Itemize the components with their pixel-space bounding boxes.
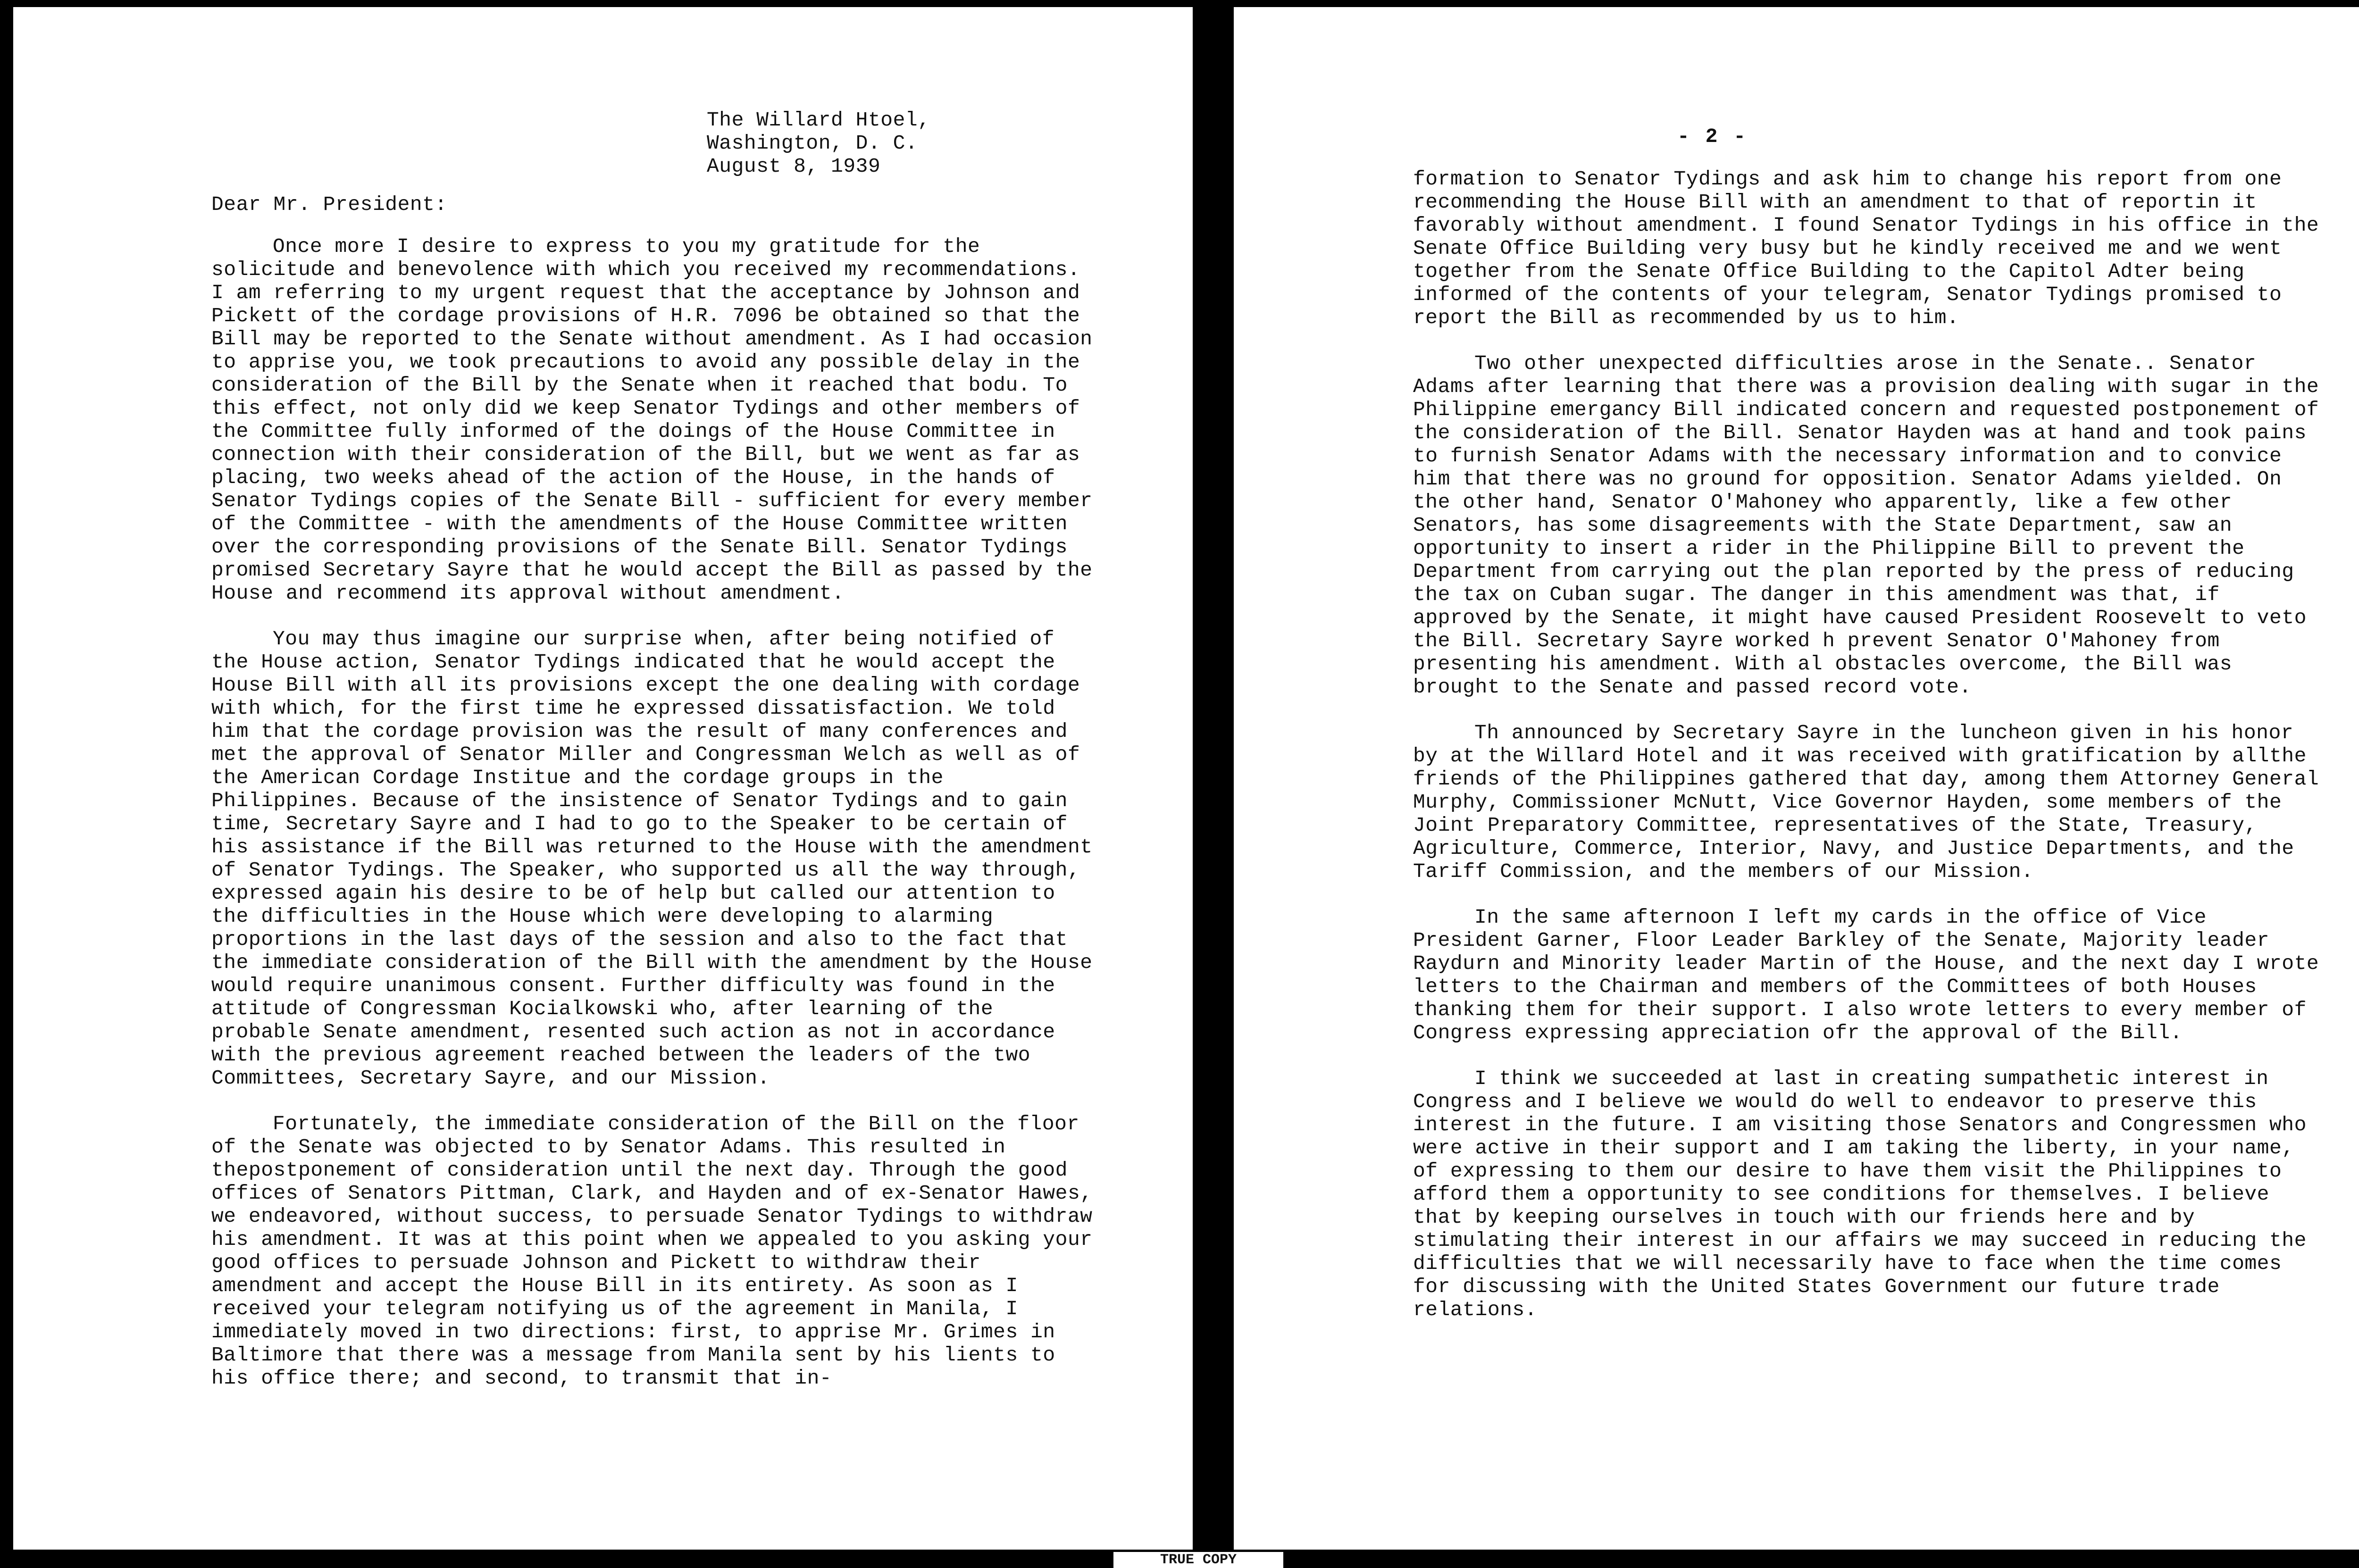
letterhead: The Willard Htoel, Washington, D. C. August 8, 1939	[707, 108, 930, 178]
body-paragraph: Two other unexpected difficulties arose in the Senate.. Senator Adams after learning that there was a provision dealing with sugar in the Philippine emergancy Bill indicated concern and requested postponement of the consideration of the Bill. Senator Hayden was at hand and took pains to furnish Senator Adams with the necessary information and to convice him that there was no ground for opposition. Senator Adams yielded. On the other hand, Senator O'Mahoney who apparently, like a few other Senators, has some disagreements with the State Department, saw an opportunity to insert a rider in the Philippine Bill to prevent the Department from carrying out the plan reported by the press of reducing the tax on Cuban sugar. The danger in this amendment was that, if approved by the Senate, it might have caused President Roosevelt to veto the Bill. Secretary Sayre worked h prevent Senator O'Mahoney from presenting his amendment. With al obstacles overcome, the Bill was brought to the Senate and passed record vote.	[1413, 352, 2319, 699]
body-paragraph: Once more I desire to express to you my gratitude for the solicitude and benevolence with which you received my recommendations. I am referring to my urgent request that the acceptance by Johnson and Pickett of the cordage provisions of H.R. 7096 be obtained so that the Bill may be reported to the Senate without amendment. As I had occasion to apprise you, we took precautions to avoid any possible delay in the consideration of the Bill by the Senate when it reached that bodu. To this effect, not only did we keep Senator Tydings and other members of the Committee fully informed of the doings of the House Committee in connection with their consideration of the Bill, but we went as far as placing, two weeks ahead of the action of the House, in the hands of Senator Tydings copies of the Senate Bill - sufficient for every member of the Committee - with the amendments of the House Committee written over the corresponding provisions of the Senate Bill. Senator Tydings promised Secretary Sayre that he would accept the Bill as passed by the House and recommend its approval without amendment.	[211, 235, 1093, 605]
salutation: Dear Mr. President:	[211, 193, 447, 216]
body-paragraph: I think we succeeded at last in creating sumpathetic interest in Congress and I believe we would do well to endeavor to preserve this interest in the future. I am visiting those Senators and Congressmen who were active in their support and I am taking the liberty, in your name, of expressing to them our desire to have them visit the Philippines to afford them a opportunity to see conditions for themselves. I believe that by keeping ourselves in touch with our friends here and by stimulating their interest in our affairs we may succeed in reducing the difficulties that we will necessarily have to face when the time comes for discussing with the United States Government our future trade relations.	[1413, 1067, 2307, 1321]
true-copy-stamp: TRUE COPY	[1113, 1552, 1283, 1568]
body-paragraph: Fortunately, the immediate consideration of the Bill on the floor of the Senate was objected to by Senator Adams. This resulted in thepostponement of consideration until the next day. Through the good offices of Senators Pittman, Clark, and Hayden and of ex-Senator Hawes, we endeavored, without success, to persuade Senator Tydings to withdraw his amendment. It was at this point when we appealed to you asking your good offices to persuade Johnson and Pickett to withdraw their amendment and accept the House Bill in its entirety. As soon as I received your telegram notifying us of the agreement in Manila, I immediately moved in two directions: first, to apprise Mr. Grimes in Baltimore that there was a message from Manila sent by his lients to his office there; and second, to transmit that in-	[211, 1112, 1093, 1390]
letter-page-2	[1234, 7, 2359, 1550]
body-paragraph: Th announced by Secretary Sayre in the luncheon given in his honor by at the Willard Hotel and it was received with gratification by allthe friends of the Philippines gathered that day, among them Attorney General Murphy, Commissioner McNutt, Vice Governor Hayden, some members of the Joint Preparatory Committee, representatives of the State, Treasury, Agriculture, Commerce, Interior, Navy, and Justice Departments, and the Tariff Commission, and the members of our Mission.	[1413, 721, 2319, 883]
body-paragraph: formation to Senator Tydings and ask him to change his report from one recommending the House Bill with an amendment to that of reportin it favorably without amendment. I found Senator Tydings in his office in the Senate Office Building very busy but he kindly received me and we went together from the Senate Office Building to the Capitol Adter being informed of the contents of your telegram, Senator Tydings promised to report the Bill as recommended by us to him.	[1413, 167, 2319, 329]
page-number: - 2 -	[1677, 125, 1748, 148]
body-paragraph: In the same afternoon I left my cards in the office of Vice President Garner, Floor Leader Barkley of the Senate, Majority leader Raydurn and Minority leader Martin of the House, and the next day I wrote letters to the Chairman and members of the Committees of both Houses thanking them for their support. I also wrote letters to every member of Congress expressing appreciation ofr the approval of the Bill.	[1413, 906, 2319, 1044]
page-2-body	[1413, 167, 2321, 1321]
letter-page-1	[13, 7, 1193, 1550]
body-paragraph: You may thus imagine our surprise when, after being notified of the House action, Senator Tydings indicated that he would accept the House Bill with all its provisions except the one dealing with cordage with which, for the first time he expressed dissatisfaction. We told him that the cordage provision was the result of many conferences and met the approval of Senator Miller and Congressman Welch as well as of the American Cordage Institue and the cordage groups in the Philippines. Because of the insistence of Senator Tydings and to gain time, Secretary Sayre and I had to go to the Speaker to be certain of his assistance if the Bill was returned to the House with the amendment of Senator Tydings. The Speaker, who supported us all the way through, expressed again his desire to be of help but called our attention to the difficulties in the House which were developing to alarming proportions in the last days of the session and also to the fact that the immediate consideration of the Bill with the amendment by the House would require unanimous consent. Further difficulty was found in the attitude of Congressman Kocialkowski who, after learning of the probable Senate amendment, resented such action as not in accordance with the previous agreement reached between the leaders of the two Committees, Secretary Sayre, and our Mission.	[211, 627, 1093, 1090]
